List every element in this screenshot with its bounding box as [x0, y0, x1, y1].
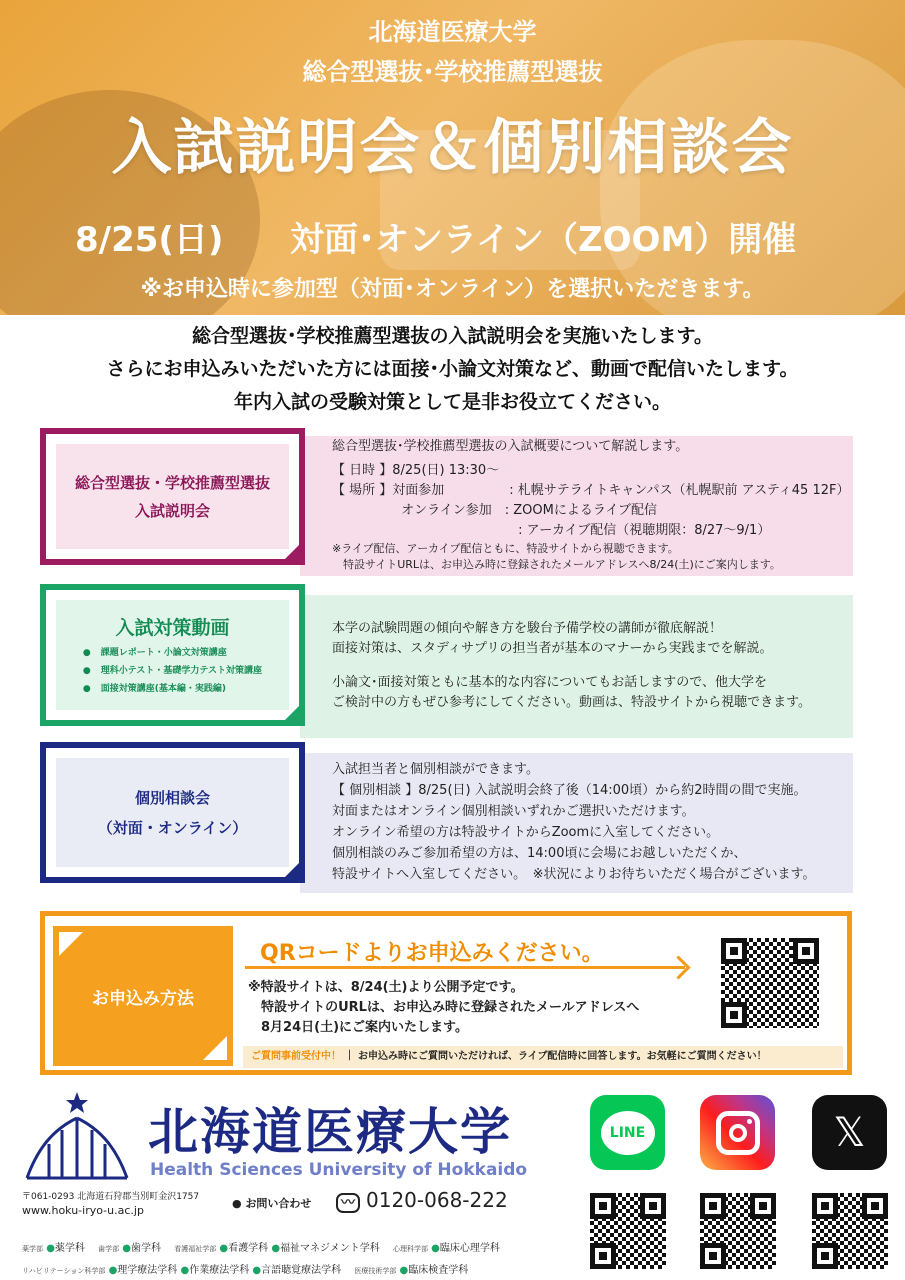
section1-corner — [279, 539, 305, 565]
section1-line: 総合型選抜･学校推薦型選抜の入試概要について解説します。 — [332, 439, 689, 454]
intro-text — [0, 320, 905, 419]
section3-subtitle: （対面・オンライン） — [97, 818, 248, 837]
section3-line: 個別相談のみご参加希望の方は、14:00頃に会場にお越しいただくか、 — [332, 846, 747, 861]
application-line: ※特設サイトは、8/24(土)より公開予定です。 — [248, 980, 524, 995]
line-qr-code[interactable] — [590, 1193, 666, 1269]
section3-line: 対面またはオンライン個別相談いずれかご選択いただけます。 — [332, 804, 695, 819]
question-banner-text: お申込み時にご質問いただければ、ライブ配信時に回答します。お気軽にご質問ください！ — [357, 1051, 767, 1062]
hero-banner — [0, 0, 905, 315]
department-list — [22, 1238, 500, 1280]
section1-line: 特設サイトURLは、お申込み時に登録されたメールアドレスへ8/24(土)にご案内します。 — [332, 558, 781, 571]
section3-title: 個別相談会 — [134, 788, 210, 807]
section1-subtitle: 入試説明会 — [134, 501, 210, 520]
application-qr-code[interactable] — [721, 938, 819, 1028]
website-link[interactable]: www.hoku-iryo-u.ac.jp — [22, 1204, 144, 1217]
question-banner: ご質問事前受付中！ ｜ お申込み時にご質問いただければ、ライブ配信時に回答します。お気軽にご質問ください！ — [243, 1046, 843, 1068]
line-icon[interactable] — [590, 1095, 665, 1170]
section2-label-box — [40, 584, 305, 726]
address-text: 〒061-0293 北海道石狩郡当別町金沢1757 — [22, 1192, 200, 1202]
department-row: 薬学部 ●薬学科 歯学部 ●歯学科 看護福祉学部 ●看護学科 ●福祉マネジメント学科 心理科学部 ●臨床心理学科 — [22, 1243, 500, 1254]
section2-list-item: ● 課題レポート・小論文対策講座 — [83, 644, 262, 662]
application-heading: QRコードよりお申込みください。 — [260, 941, 604, 966]
instagram-icon[interactable] — [700, 1095, 775, 1170]
intro-line: 年内入試の受験対策として是非お役立てください。 — [233, 391, 671, 413]
section2-corner — [279, 700, 305, 726]
section2-details — [332, 619, 811, 713]
section3-corner — [279, 857, 305, 883]
application-text — [248, 978, 639, 1038]
section3-line: 入試担当者と個別相談ができます。 — [332, 762, 539, 777]
x-icon[interactable] — [812, 1095, 887, 1170]
section2-list — [83, 644, 262, 698]
camera-icon — [716, 1111, 760, 1155]
hero-date: 8/25(日) — [75, 220, 224, 260]
section2-spacer — [332, 659, 811, 673]
line-label: LINE — [601, 1111, 655, 1155]
section1-label-box — [40, 428, 305, 565]
section3-line: 【 個別相談 】8/25(日) 入試説明会終了後（14:00頃）から約2時間の間で実施。 — [332, 783, 807, 798]
freedial-icon: 〰 — [336, 1193, 360, 1213]
section2-list-item: ● 面接対策講座(基本編・実践編) — [83, 680, 262, 698]
application-line: 8月24日(土)にご案内いたします。 — [248, 1020, 468, 1035]
section2-line: 本学の試験問題の傾向や解き方を駿台予備学校の講師が徹底解説！ — [332, 621, 723, 636]
university-name: 北海道医療大学 — [148, 1103, 512, 1161]
section1-title: 総合型選抜・学校推薦型選抜 — [74, 473, 270, 492]
hero-mode: 対面･オンライン（ZOOM）開催 — [290, 220, 797, 260]
section2-line: 面接対策は、スタディサプリの担当者が基本のマナーから実践までを解説。 — [332, 641, 773, 656]
application-label-panel — [53, 926, 233, 1066]
hero-note: ※お申込時に参加型（対面･オンライン）を選択いただきます。 — [140, 277, 765, 302]
x-qr-code[interactable] — [812, 1193, 888, 1269]
section3-details — [332, 759, 815, 885]
phone-number[interactable]: 〰 0120-068-222 — [336, 1188, 508, 1212]
section2-line: 小論文･面接対策ともに基本的な内容についてもお話しますので、他大学を — [332, 675, 767, 690]
hero-title: 入試説明会＆個別相談会 — [111, 113, 794, 183]
hero-university: 北海道医療大学 — [368, 18, 537, 46]
university-name-en: Health Sciences University of Hokkaido — [150, 1160, 528, 1180]
section3-line: 特設サイトへ入室してください。 ※状況によりお待ちいただく場合がございます。 — [332, 867, 816, 882]
department-row: リハビリテーション科学部 ●理学療法学科 ●作業療法学科 ●言語聴覚療法学科 医療技術学部 ●臨床検査学科 — [22, 1265, 469, 1276]
section2-title: 入試対策動画 — [115, 616, 230, 639]
section1-details — [332, 437, 849, 573]
contact-label: ● お問い合わせ — [232, 1197, 312, 1210]
question-banner-highlight: ご質問事前受付中！ — [251, 1051, 341, 1062]
arrow-right-icon — [245, 966, 685, 969]
x-label: 𝕏 — [833, 1109, 866, 1156]
university-logo-icon — [22, 1090, 132, 1180]
section3-line: オンライン希望の方は特設サイトからZoomに入室してください。 — [332, 825, 720, 840]
intro-line: さらにお申込みいただいた方には面接･小論文対策など、動画で配信いたします。 — [106, 358, 799, 380]
instagram-qr-code[interactable] — [700, 1193, 776, 1269]
university-address — [22, 1190, 199, 1218]
application-label: お申込み方法 — [92, 988, 194, 1009]
section2-line: ご検討中の方もぜひ参考にしてください。動画は、特設サイトから視聴できます。 — [332, 695, 812, 710]
section1-line: : アーカイブ配信（視聴期限：8/27～9/1） — [332, 523, 771, 538]
section1-line: 【 日時 】8/25(日) 13:30～ — [332, 463, 500, 478]
section1-line: 【 場所 】対面参加 : 札幌サテライトキャンパス（札幌駅前 アスティ45 12F） — [332, 483, 850, 498]
section1-line: オンライン参加 : ZOOMによるライブ配信 — [332, 503, 658, 518]
application-box — [40, 911, 852, 1075]
intro-line: 総合型選抜･学校推薦型選抜の入試説明会を実施いたします。 — [192, 325, 713, 347]
section2-list-item: ● 理科小テスト・基礎学力テスト対策講座 — [83, 662, 262, 680]
section1-line: ※ライブ配信、アーカイブ配信ともに、特設サイトから視聴できます。 — [332, 542, 679, 555]
section3-label-box — [40, 742, 305, 883]
application-line: 特設サイトのURLは、お申込み時に登録されたメールアドレスへ — [248, 1000, 640, 1015]
hero-selection: 総合型選抜･学校推薦型選抜 — [302, 58, 603, 86]
